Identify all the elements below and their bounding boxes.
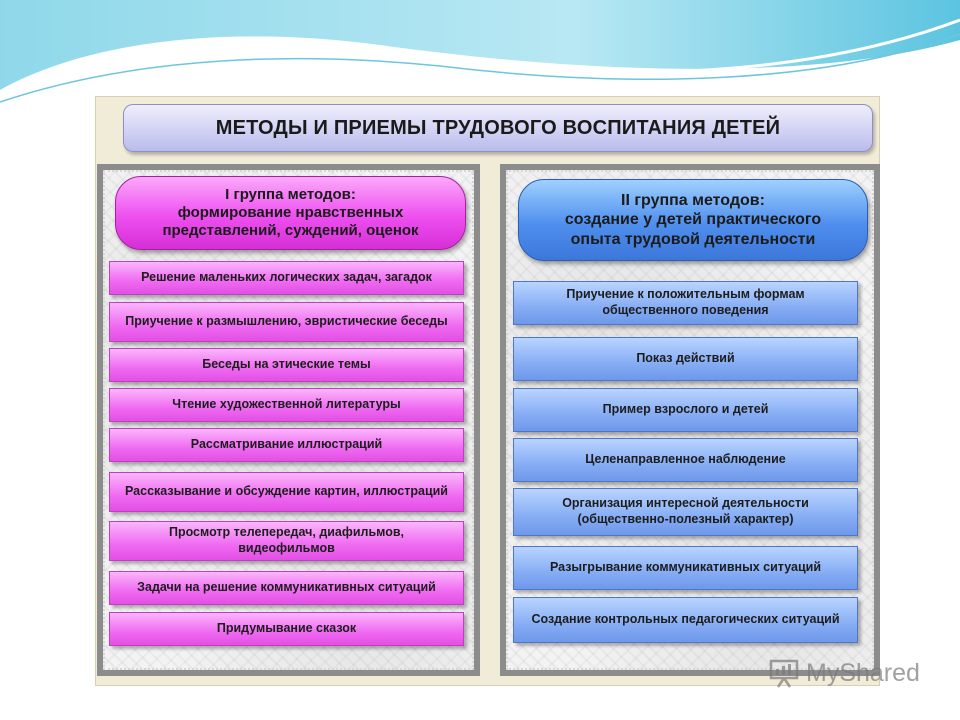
left-group-heading (115, 176, 466, 250)
left-heading-line-1: I группа методов: (225, 186, 356, 203)
right-heading-line-2: создание у детей практического (564, 211, 822, 229)
header-swoosh-decoration (0, 0, 960, 110)
left-method-item: Придумывание сказок (109, 612, 464, 646)
right-method-item: Создание контрольных педагогических ситуаций (513, 597, 858, 643)
right-method-item: Разыгрывание коммуникативных ситуаций (513, 546, 858, 590)
watermark-text: MyShared (806, 658, 920, 687)
right-heading-line-1: II группа методов: (621, 192, 765, 210)
left-heading-line-2: формирование нравственных (177, 204, 404, 221)
right-method-item: Организация интересной деятельности (общественно-полезный характер) (513, 488, 858, 536)
right-method-item: Целенаправленное наблюдение (513, 438, 858, 482)
left-method-item: Решение маленьких логических задач, загадок (109, 261, 464, 295)
right-method-item: Показ действий (513, 337, 858, 381)
left-method-item: Рассказывание и обсуждение картин, иллюстраций (109, 472, 464, 512)
right-heading-line-3: опыта трудовой деятельности (570, 230, 816, 248)
myshared-watermark (768, 656, 920, 690)
left-method-item: Задачи на решение коммуникативных ситуаций (109, 571, 464, 605)
diagram-title: МЕТОДЫ И ПРИЕМЫ ТРУДОВОГО ВОСПИТАНИЯ ДЕТЕЙ (123, 104, 873, 152)
left-heading-line-3: представлений, суждений, оценок (162, 222, 419, 239)
presentation-board-icon (768, 658, 800, 688)
right-method-item: Пример взрослого и детей (513, 388, 858, 432)
right-group-heading (518, 179, 868, 261)
left-method-item: Просмотр телепередач, диафильмов, видеофильмов (109, 521, 464, 561)
right-method-item: Приучение к положительным формам общественного поведения (513, 281, 858, 325)
left-method-item: Беседы на этические темы (109, 348, 464, 382)
left-method-item: Приучение к размышлению, эвристические беседы (109, 302, 464, 342)
left-method-item: Рассматривание иллюстраций (109, 428, 464, 462)
left-method-item: Чтение художественной литературы (109, 388, 464, 422)
